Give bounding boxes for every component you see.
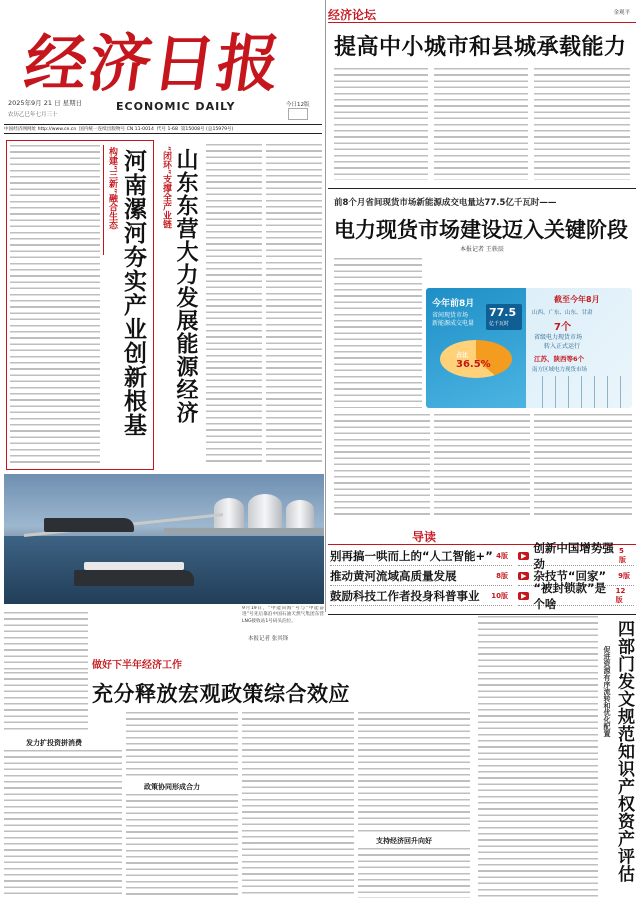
forum-label: 经济论坛 (328, 8, 377, 22)
bottom-body-col-4a (358, 712, 470, 832)
infographic-right-line1: 山西、广东、山东、甘肃 (532, 310, 593, 316)
lead-story-headline: 河南漯河夯实产业创新根基 (120, 149, 147, 437)
infographic-unit: 亿千瓦时 (489, 321, 510, 327)
power-overline: 前8个月省间现货市场新能源成交电量达77.5亿千瓦时—— (334, 198, 557, 208)
english-title: ECONOMIC DAILY (116, 100, 236, 113)
guide-item[interactable]: 别再搞一哄而上的“人工智能+” 4版 (330, 546, 512, 566)
column-divider (325, 0, 326, 612)
shandong-story (158, 140, 324, 470)
bottom-intro (4, 612, 88, 672)
section-divider (328, 614, 636, 615)
guide-title: 导读 (412, 530, 437, 544)
infographic-title: 截至今年8月 (554, 295, 600, 304)
bottom-headline: 充分释放宏观政策综合效应 (92, 681, 350, 706)
bottom-body-col-4b (358, 848, 470, 898)
photo-caption: 9月19日，“中能向海”号与“中能奋进”号先后靠泊中国石油天然气集团东营LNG接收站1号码头泊位。 (242, 606, 324, 624)
ship-icon (74, 570, 194, 586)
bottom-body-col-2a (126, 712, 238, 778)
shandong-kicker: “闭环”支撑全产业链 (161, 146, 171, 229)
infographic-right-line3: 省级电力现货市场 (534, 334, 583, 341)
ip-story (478, 616, 636, 902)
page-count: 今日12版 (286, 102, 310, 108)
lunar-date: 农历乙巳年七月三十 (8, 112, 58, 118)
power-body-col-3 (434, 414, 530, 518)
shandong-body-col-1 (206, 144, 262, 462)
shandong-body-col-2 (266, 144, 322, 462)
port-photo (4, 474, 324, 604)
infographic-left-sub2: 新能源成交电量 (432, 320, 475, 327)
infographic-right-line4: 转入正式运行 (544, 343, 581, 350)
bottom-kicker: 做好下半年经济工作 (92, 660, 182, 671)
forum-body-col-2 (434, 68, 528, 180)
bottom-body-col-3 (242, 712, 354, 898)
infographic-left-title: 今年前8月 (432, 299, 475, 309)
infographic-towers (530, 376, 630, 408)
shandong-headline: 山东东营大力发展能源经济 (173, 148, 199, 424)
bottom-subhead-3: 支持经济回升向好 (376, 837, 432, 845)
power-body-col-1 (334, 258, 422, 408)
power-body-col-2 (334, 414, 430, 518)
guide-item[interactable]: 推动黄河流域高质量发展 8版 (330, 566, 512, 586)
infographic-right-line6: 南方区域电力现货市场 (532, 367, 588, 373)
guide-item[interactable]: ▶ 杂技节“回家” 9版 (518, 566, 634, 586)
power-infographic (426, 288, 632, 408)
bottom-body-col-2b (126, 794, 238, 898)
power-body-col-4 (534, 414, 632, 518)
infographic-share: 36.5% (456, 359, 491, 370)
infographic-value: 77.5 (489, 306, 517, 319)
guide-item[interactable]: 鼓励科技工作者投身科普事业 10版 (330, 586, 512, 606)
lead-story-kicker: 构建“三新”融合生态 (107, 147, 117, 230)
bottom-subhead-2: 政策协同形成合力 (144, 783, 200, 791)
infographic-share-label: 占比 (456, 352, 469, 359)
guide-box (328, 528, 636, 612)
newspaper-title: 经济日报 (20, 27, 287, 100)
forum-body-col-3 (534, 68, 630, 180)
lead-story (6, 140, 154, 470)
issue-date: 2025年9月 21 日 星期日 (8, 99, 83, 107)
forum-section (328, 0, 636, 186)
bottom-subhead-1: 发力扩投资拼消费 (26, 739, 82, 747)
forum-body-col-1 (334, 68, 428, 180)
guide-list-right (518, 540, 634, 611)
lead-story-intro (10, 145, 100, 465)
bottom-body-col-1 (4, 750, 122, 898)
lead-story-kicker-rule (103, 145, 104, 255)
power-byline: 本报记者 王轶辰 (460, 246, 504, 253)
guide-item[interactable]: ▶ 创新中国增势强劲 5版 (518, 546, 634, 566)
power-story (328, 188, 636, 524)
infographic-right-line5: 江苏、陕西等6个 (534, 355, 585, 363)
seal-icon (288, 108, 308, 120)
power-headline: 电力现货市场建设迈入关键阶段 (334, 217, 628, 242)
ip-body-col-1 (478, 616, 598, 898)
infographic-left-sub: 省间现货市场 (432, 312, 469, 319)
bottom-story (4, 612, 474, 902)
ship-icon (44, 518, 134, 532)
forum-headline: 提高中小城市和县城承载能力 (334, 34, 627, 60)
ip-headline: 四部门发文规范知识产权资产评估 (614, 620, 634, 883)
photo-credit: 本报记者 张其锋 (248, 636, 289, 642)
bottom-left-col (4, 672, 88, 732)
publication-info-bar: 中国经济网网址 http://www.ce.cn 国内统一连续出版物号 CN 11-0014 代号 1-68 第15008号 (总15979号) (4, 124, 322, 134)
ip-subheadline: 促进资源有序流转和优化配置 (603, 646, 612, 737)
guide-item[interactable]: ▶ “被封锁款”是个啥 12版 (518, 586, 634, 606)
masthead (4, 0, 322, 150)
infographic-right-line2: 7个 (554, 322, 571, 333)
forum-author: 金观平 (613, 10, 630, 16)
guide-list-left (330, 546, 512, 606)
